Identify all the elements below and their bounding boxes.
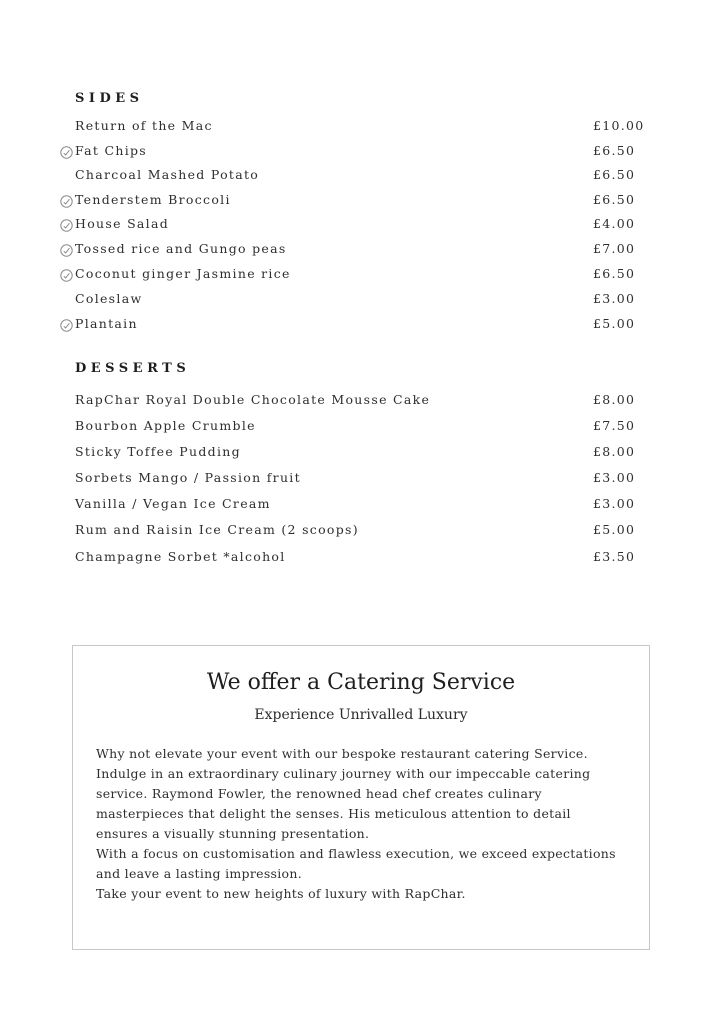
catering-title: We offer a Catering Service <box>206 670 516 695</box>
sides-heading: SIDES <box>75 91 144 106</box>
catering-paragraph: Take your event to new heights of luxury with RapChar. <box>96 886 466 901</box>
item-price: £3.00 <box>593 496 636 511</box>
vegan-leaf-icon <box>60 219 73 232</box>
catering-paragraph: Why not elevate your event with our bespoke restaurant catering Service. Indulge in an extraordinary culinary journey with our impeccable catering service. Raymond Fowler, the renowned head chef creates culinary masterpieces that delight the senses. His meticulous attention to detail ensures a visually stunning presentation. <box>96 746 591 841</box>
menu-item <box>60 392 640 412</box>
menu-item <box>60 444 640 464</box>
menu-item <box>60 549 640 569</box>
menu-item <box>60 241 640 261</box>
item-price: £6.50 <box>593 192 636 207</box>
item-price: £6.50 <box>593 167 636 182</box>
vegan-leaf-icon <box>60 244 73 257</box>
item-price: £5.00 <box>593 316 636 331</box>
item-price: £6.50 <box>593 266 636 281</box>
item-name: Rum and Raisin Ice Cream (2 scoops) <box>75 522 359 537</box>
item-price: £6.50 <box>593 143 636 158</box>
menu-item <box>60 118 645 138</box>
item-price: £4.00 <box>593 216 636 231</box>
item-name: House Salad <box>75 216 170 231</box>
item-name: Sorbets Mango / Passion fruit <box>75 470 301 485</box>
item-price: £10.00 <box>593 118 645 133</box>
item-price: £3.50 <box>593 549 636 564</box>
item-price: £7.50 <box>593 418 636 433</box>
item-price: £7.00 <box>593 241 636 256</box>
menu-item <box>60 496 640 516</box>
item-name: Tenderstem Broccoli <box>75 192 231 207</box>
menu-item <box>60 418 640 438</box>
vegan-leaf-icon <box>60 195 73 208</box>
item-name: Bourbon Apple Crumble <box>75 418 256 433</box>
menu-item <box>60 470 640 490</box>
item-name: Vanilla / Vegan Ice Cream <box>75 496 271 511</box>
menu-item <box>60 266 640 286</box>
item-name: Coleslaw <box>75 291 143 306</box>
item-price: £5.00 <box>593 522 636 537</box>
item-name: Coconut ginger Jasmine rice <box>75 266 291 281</box>
item-name: Sticky Toffee Pudding <box>75 444 241 459</box>
catering-subtitle: Experience Unrivalled Luxury <box>254 707 468 723</box>
item-name: Charcoal Mashed Potato <box>75 167 260 182</box>
item-name: Return of the Mac <box>75 118 213 133</box>
vegan-leaf-icon <box>60 146 73 159</box>
menu-item <box>60 522 640 542</box>
catering-paragraph: With a focus on customisation and flawless execution, we exceed expectations and leave a lasting impression. <box>96 846 616 881</box>
menu-item <box>60 192 640 212</box>
menu-item <box>60 316 640 336</box>
catering-box <box>72 645 650 950</box>
menu-item <box>60 143 640 163</box>
item-name: RapChar Royal Double Chocolate Mousse Cake <box>75 392 431 407</box>
menu-item <box>60 167 640 187</box>
item-name: Tossed rice and Gungo peas <box>75 241 287 256</box>
vegan-leaf-icon <box>60 269 73 282</box>
item-name: Champagne Sorbet *alcohol <box>75 549 286 564</box>
menu-item <box>60 291 640 311</box>
desserts-heading: DESSERTS <box>75 361 191 376</box>
item-price: £3.00 <box>593 291 636 306</box>
item-price: £3.00 <box>593 470 636 485</box>
item-price: £8.00 <box>593 392 636 407</box>
vegan-leaf-icon <box>60 319 73 332</box>
item-name: Fat Chips <box>75 143 148 158</box>
item-name: Plantain <box>75 316 138 331</box>
menu-item <box>60 216 640 236</box>
item-price: £8.00 <box>593 444 636 459</box>
catering-description <box>96 744 626 904</box>
